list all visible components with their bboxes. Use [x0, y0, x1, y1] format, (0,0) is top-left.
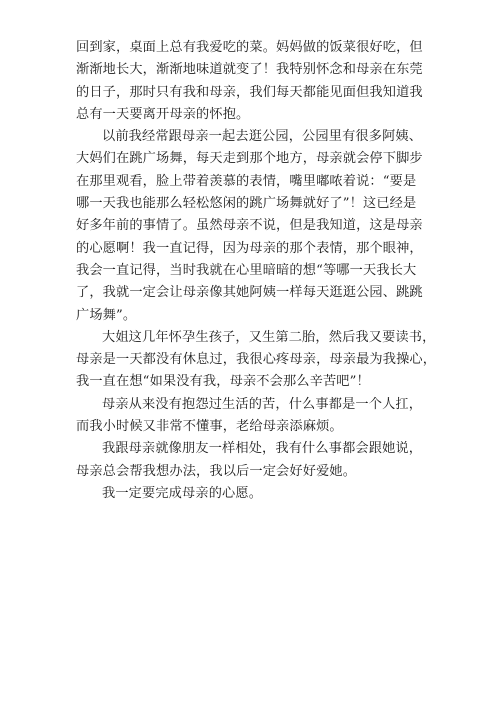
- essay-body: [76, 37, 437, 505]
- text-line: 广场舞”。: [76, 307, 137, 323]
- text-line: 我一定要完成母亲的心愿。: [102, 485, 263, 501]
- text-line: 回到家，桌面上总有我爱吃的菜。妈妈做的饭菜很好吃，但: [76, 40, 423, 55]
- text-line: 了，我就一定会让母亲像其她阿姨一样每天逛逛公园、跳跳: [76, 285, 423, 301]
- text-line: 大妈们在跳广场舞，每天走到那个地方，母亲就会停下脚步: [76, 151, 423, 167]
- text-line: 母亲是一天都没有休息过，我很心疼母亲，母亲最为我操心，: [76, 352, 437, 368]
- paragraph-6: [76, 483, 426, 505]
- text-line: 母亲总会帮我想办法，我以后一定会好好爱她。: [76, 463, 357, 479]
- text-line: 渐渐地长大，渐渐地味道就变了！我特别怀念和母亲在东莞: [76, 62, 423, 78]
- text-line: 母亲从来没有抱怨过生活的苦，什么事都是一个人扛，: [102, 396, 423, 412]
- text-line: 我一直在想“如果没有我，母亲不会那么辛苦吧”！: [76, 374, 370, 390]
- text-line: 我会一直记得，当时我就在心里暗暗的想“等哪一天我长大: [76, 262, 417, 278]
- text-line: 好多年前的事情了。虽然母亲不说，但是我知道，这是母亲: [76, 218, 423, 234]
- paragraph-3: [76, 327, 437, 394]
- text-line: 而我小时候又非常不懂事，老给母亲添麻烦。: [76, 419, 343, 435]
- text-line: 总有一天要离开母亲的怀抱。: [76, 106, 250, 122]
- text-line: 以前我经常跟母亲一起去逛公园，公园里有很多阿姨、: [102, 129, 423, 145]
- paragraph-5: [76, 438, 426, 483]
- paragraph-1: [76, 37, 426, 126]
- text-line: 的心愿啊！我一直记得，因为母亲的那个表情，那个眼神，: [76, 240, 423, 256]
- text-line: 的日子，那时只有我和母亲，我们每天都能见面但我知道我: [76, 84, 423, 100]
- text-line: 哪一天我也能那么轻松悠闲的跳广场舞就好了”！这已经是: [76, 196, 417, 212]
- paragraph-4: [76, 394, 426, 439]
- text-line: 我跟母亲就像朋友一样相处，我有什么事都会跟她说，: [102, 441, 423, 457]
- text-line: 大姐这几年怀孕生孩子，又生第二胎，然后我又要读书，: [102, 329, 436, 345]
- text-line: 在那里观看，脸上带着羡慕的表情，嘴里嘟哝着说：“要是: [76, 173, 417, 189]
- paragraph-2: [76, 126, 426, 327]
